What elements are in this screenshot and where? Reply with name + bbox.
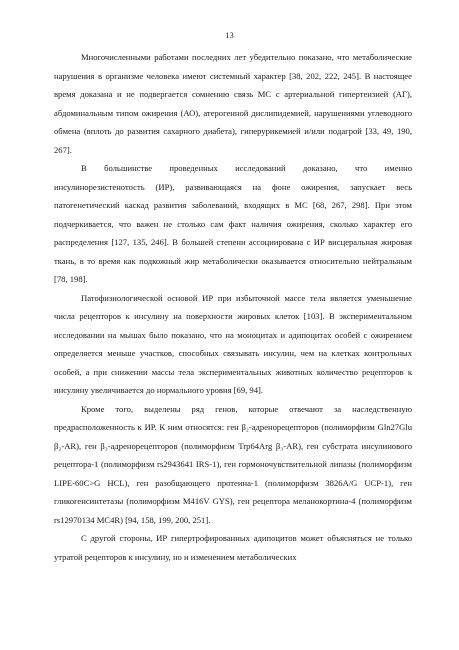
paragraph-4: Кроме того, выделены ряд генов, которые отвечают за наследственную предрасположенность к ИР. К ним относятся: ген β₂-адренорецепторов (полиморфизм Gln27Glu β₂-AR), ген β₃-адренорецепторов (полиморфизм Trp64Arg β₃-AR), ген субстрата инсулинового рецептора-1 (полиморфизм rs2943641 IRS-1), ген гормоночувствительной липазы (полиморфизм LIPE-60C>G HCL), ген разобщающего протеина-1 (полиморфизм 3826A/G UCP-1), ген гликогенсинтетазы (полиморфизм M416V GYS), ген рецептора меланокортина-4 (полиморфизм rs12970134 MC4R) [94, 158, 199, 200, 251]. — [54, 403, 412, 525]
paragraph-1: Многочисленными работами последних лет убедительно показано, что метаболические нарушения в организме человека имеют системный характер [38, 202, 222, 245]. В настоящее время доказана и не подвергается сомнению связь МС с артериальной гипертензией (АГ), абдоминальным типом ожирения (АО), атерогенной дислипидемией, нарушениями углеводного обмена (вплоть до развития сахарного диабета), гиперурикемией и/или подагрой [33, 49, 190, 267]. — [54, 52, 412, 155]
paragraph-5: С другой стороны, ИР гипертрофированных адипоцитов может объясняться не только утратой рецепторов к инсулину, но и изменением метаболических — [54, 533, 412, 562]
paragraph-2: В большинстве проведенных исследований доказано, что именно инсулинорезистенотость (ИР), развивающаяся на фоне ожирения, запускает весь патогенетический каскад развития заболеваний, входящих в МС [68, 267, 298]. При этом подчеркивается, что важен не столько сам факт наличия ожирения, сколько характер его распределения [127, 135, 246]. В большей степени ассоциирована с ИР висцеральная жировая ткань, в то время как подкожный жир метаболически оказывается относительно нейтральным [78, 198]. — [54, 163, 412, 284]
paragraph-3: Патофизиологической основой ИР при избыточной массе тела является уменьшение числа рецепторов к инсулину на поверхности жировых клеток [103]. В экспериментальном исследовании на мышах было показано, что на моноцитах и адипоцитах особей с ожирением определяется меньше участков, способных связывать инсулин, чем на клетках контрольных особей, а при снижении массы тела экспериментальных животных количество рецепторов к инсулину увеличивается до нормального уровня [69, 94]. — [54, 292, 412, 395]
document-body — [54, 48, 412, 566]
page-number: 13 — [225, 30, 234, 40]
